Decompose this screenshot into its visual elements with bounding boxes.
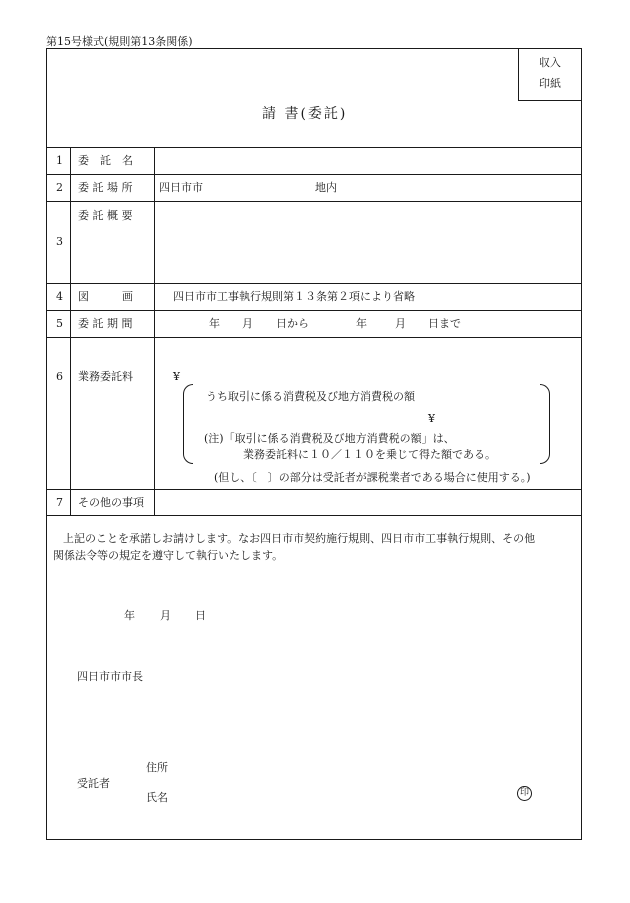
mayor-label: 四日市市市長 <box>77 670 143 683</box>
body-text-line-2: 関係法令等の規定を遵守して執行いたします。 <box>53 549 284 562</box>
contract-place-suffix: 地内 <box>315 181 337 194</box>
stamp-label-2: 印紙 <box>539 77 561 90</box>
table-rule <box>46 147 582 148</box>
table-column-divider <box>70 147 71 515</box>
contract-place-city: 四日市市 <box>159 181 203 194</box>
table-rule <box>46 201 582 202</box>
period-to-month: 月 <box>395 317 406 330</box>
fee-yen-sign: ¥ <box>173 370 180 383</box>
row-label-contract-name: 委 託 名 <box>78 154 133 167</box>
row-label-other-matters: その他の事項 <box>78 496 144 509</box>
table-rule <box>46 337 582 338</box>
row-number: 6 <box>56 370 63 383</box>
period-to-year: 年 <box>356 317 367 330</box>
row-label-contract-fee: 業務委託料 <box>78 370 133 383</box>
tax-amount-label: うち取引に係る消費税及び地方消費税の額 <box>206 390 415 403</box>
drawing-note: 四日市市工事執行規則第１３条第２項により省略 <box>173 290 415 303</box>
table-rule <box>46 489 582 490</box>
stamp-label-1: 収入 <box>539 56 561 69</box>
period-from-day: 日から <box>276 317 309 330</box>
right-brace <box>540 384 550 464</box>
contractor-label: 受託者 <box>77 777 110 790</box>
row-number: 2 <box>56 181 63 194</box>
period-from-year: 年 <box>209 317 220 330</box>
date-year: 年 <box>124 609 135 622</box>
date-day: 日 <box>195 609 206 622</box>
proviso-note: (但し、〔 〕の部分は受託者が課税業者である場合に使用する。) <box>214 471 531 484</box>
table-rule <box>46 310 582 311</box>
table-column-divider <box>154 147 155 515</box>
row-label-contract-place: 委 託 場 所 <box>78 181 133 194</box>
contractor-name-label: 氏名 <box>146 791 168 804</box>
row-number: 4 <box>56 290 63 303</box>
row-label-contract-overview: 委 託 概 要 <box>78 209 133 222</box>
row-number: 5 <box>56 317 63 330</box>
left-brace <box>183 384 193 464</box>
tax-yen-sign: ¥ <box>428 412 435 425</box>
date-month: 月 <box>160 609 171 622</box>
note-line-1: (注)「取引に係る消費税及び地方消費税の額」は、 <box>204 432 455 445</box>
row-number: 7 <box>56 496 63 509</box>
seal-mark: 印 <box>517 786 532 801</box>
table-rule <box>46 174 582 175</box>
contractor-address-label: 住所 <box>146 761 168 774</box>
table-rule <box>46 515 582 516</box>
row-number: 3 <box>56 235 63 248</box>
note-line-2: 業務委託料に１０／１１０を乗じて得た額である。 <box>243 448 496 461</box>
row-label-drawing: 図 画 <box>78 290 133 303</box>
period-to-day: 日まで <box>428 317 461 330</box>
row-number: 1 <box>56 154 63 167</box>
body-text-line-1: 上記のことを承諾しお請けします。なお四日市市契約施行規則、四日市市工事執行規則、その他 <box>63 532 536 545</box>
row-label-contract-period: 委 託 期 間 <box>78 317 133 330</box>
period-from-month: 月 <box>242 317 253 330</box>
form-number: 第15号様式(規則第13条関係) <box>46 35 193 48</box>
page-title: 請 書(委託) <box>262 106 348 122</box>
table-rule <box>46 283 582 284</box>
